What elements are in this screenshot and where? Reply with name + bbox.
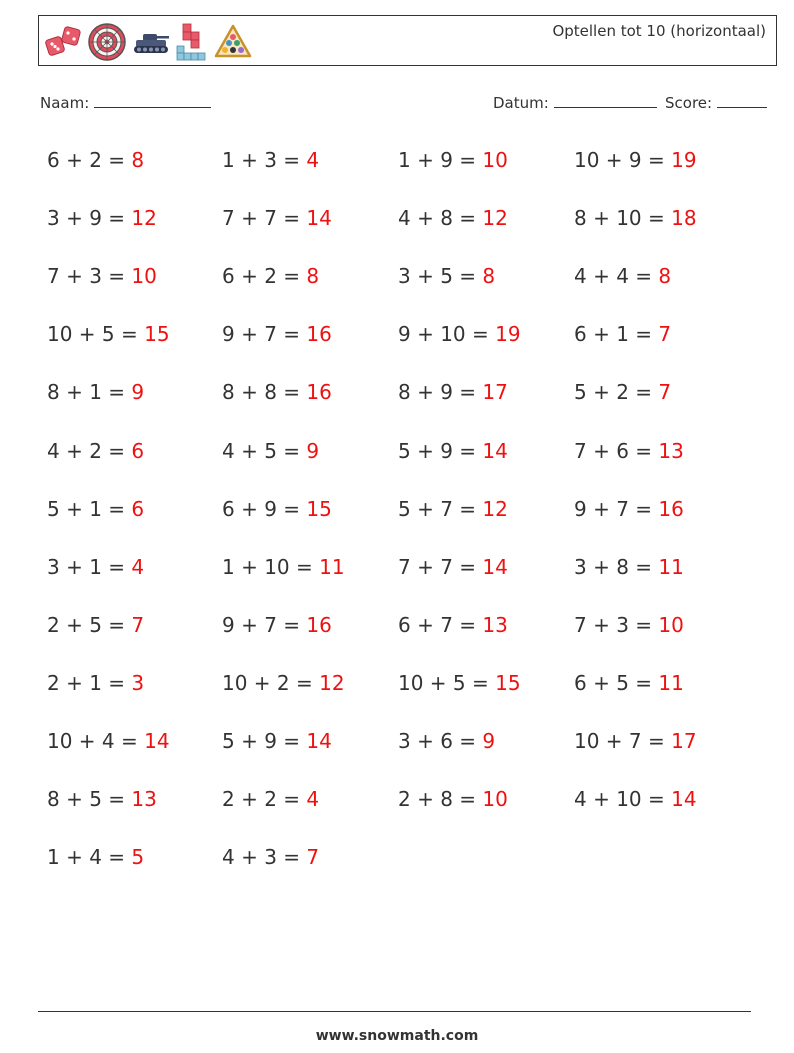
addition-problem — [398, 260, 495, 292]
problem-answer: 14 — [482, 555, 508, 579]
addition-problem — [47, 202, 157, 234]
date-blank-line — [554, 93, 657, 108]
problem-question: 3 + 8 = — [574, 555, 659, 579]
problem-answer: 7 — [658, 380, 672, 404]
problem-question: 3 + 1 = — [47, 555, 132, 579]
problem-question: 6 + 2 = — [47, 148, 132, 172]
problem-question: 1 + 4 = — [47, 845, 132, 869]
problem-answer: 16 — [306, 380, 332, 404]
addition-problem — [574, 551, 684, 583]
problem-question: 4 + 4 = — [574, 264, 659, 288]
problem-answer: 7 — [131, 613, 145, 637]
name-label: Naam: — [40, 94, 90, 112]
header-icons — [43, 21, 253, 63]
problem-question: 7 + 3 = — [574, 613, 659, 637]
problem-answer: 12 — [319, 671, 345, 695]
addition-problem — [398, 144, 508, 176]
problem-answer: 14 — [482, 439, 508, 463]
problem-question: 6 + 5 = — [574, 671, 659, 695]
problem-question: 9 + 10 = — [398, 322, 496, 346]
problem-question: 7 + 7 = — [222, 206, 307, 230]
problem-question: 10 + 9 = — [574, 148, 672, 172]
problem-answer: 13 — [131, 787, 157, 811]
problem-answer: 6 — [131, 497, 145, 521]
addition-problem — [574, 725, 697, 757]
addition-problem — [574, 783, 697, 815]
problem-answer: 10 — [658, 613, 684, 637]
problem-answer: 3 — [131, 671, 145, 695]
addition-problem — [398, 609, 508, 641]
addition-problem — [398, 435, 508, 467]
problem-question: 2 + 1 = — [47, 671, 132, 695]
problem-question: 4 + 8 = — [398, 206, 483, 230]
worksheet-title: Optellen tot 10 (horizontaal) — [552, 22, 766, 40]
addition-problem — [222, 725, 332, 757]
tetris-blocks-icon — [175, 22, 209, 62]
addition-problem — [574, 493, 684, 525]
problem-question: 4 + 3 = — [222, 845, 307, 869]
addition-problem — [47, 376, 144, 408]
addition-problem — [398, 725, 495, 757]
problem-answer: 9 — [306, 439, 320, 463]
addition-problem — [574, 144, 697, 176]
problem-question: 1 + 10 = — [222, 555, 320, 579]
addition-problem — [47, 609, 144, 641]
addition-problem — [574, 202, 697, 234]
addition-problem — [222, 318, 332, 350]
problem-question: 1 + 9 = — [398, 148, 483, 172]
problem-question: 9 + 7 = — [222, 613, 307, 637]
problem-answer: 14 — [671, 787, 697, 811]
addition-problem — [398, 376, 508, 408]
problem-answer: 16 — [306, 322, 332, 346]
addition-problem — [574, 609, 684, 641]
worksheet-header — [38, 15, 777, 66]
problem-question: 6 + 1 = — [574, 322, 659, 346]
problem-question: 9 + 7 = — [574, 497, 659, 521]
problem-question: 5 + 7 = — [398, 497, 483, 521]
problem-question: 10 + 5 = — [47, 322, 145, 346]
addition-problem — [574, 376, 671, 408]
name-field — [40, 93, 211, 112]
tank-icon — [131, 22, 171, 62]
problem-question: 9 + 7 = — [222, 322, 307, 346]
addition-problem — [574, 667, 684, 699]
problem-question: 4 + 10 = — [574, 787, 672, 811]
problem-question: 5 + 9 = — [222, 729, 307, 753]
addition-problem — [47, 493, 144, 525]
addition-problem — [222, 376, 332, 408]
addition-problem — [398, 318, 521, 350]
problem-question: 2 + 8 = — [398, 787, 483, 811]
problem-answer: 19 — [671, 148, 697, 172]
name-blank-line — [94, 93, 211, 108]
addition-problem — [222, 609, 332, 641]
problem-answer: 14 — [306, 729, 332, 753]
problem-answer: 4 — [306, 787, 320, 811]
problem-answer: 12 — [482, 497, 508, 521]
score-blank-line — [717, 93, 767, 108]
problem-question: 7 + 6 = — [574, 439, 659, 463]
addition-problem — [47, 841, 144, 873]
problem-answer: 10 — [482, 787, 508, 811]
problem-question: 6 + 7 = — [398, 613, 483, 637]
problem-question: 4 + 5 = — [222, 439, 307, 463]
problem-question: 3 + 9 = — [47, 206, 132, 230]
problem-answer: 16 — [658, 497, 684, 521]
problem-answer: 14 — [144, 729, 170, 753]
problem-question: 10 + 7 = — [574, 729, 672, 753]
addition-problem — [574, 260, 671, 292]
problem-answer: 15 — [144, 322, 170, 346]
problem-answer: 4 — [306, 148, 320, 172]
date-label: Datum: — [493, 94, 549, 112]
addition-problem — [398, 783, 508, 815]
problem-answer: 9 — [131, 380, 145, 404]
problem-question: 3 + 6 = — [398, 729, 483, 753]
problem-question: 10 + 2 = — [222, 671, 320, 695]
problem-answer: 8 — [306, 264, 320, 288]
problem-question: 7 + 7 = — [398, 555, 483, 579]
problem-answer: 15 — [495, 671, 521, 695]
problem-answer: 17 — [482, 380, 508, 404]
addition-problem — [222, 783, 319, 815]
problem-answer: 10 — [131, 264, 157, 288]
problem-question: 3 + 5 = — [398, 264, 483, 288]
problem-question: 4 + 2 = — [47, 439, 132, 463]
problem-question: 7 + 3 = — [47, 264, 132, 288]
billiard-rack-icon — [213, 22, 253, 62]
score-label: Score: — [665, 94, 713, 112]
dartboard-icon — [87, 22, 127, 62]
problem-question: 8 + 8 = — [222, 380, 307, 404]
problem-answer: 19 — [495, 322, 521, 346]
addition-problem — [222, 667, 345, 699]
addition-problem — [398, 667, 521, 699]
problem-question: 5 + 1 = — [47, 497, 132, 521]
addition-problem — [47, 318, 170, 350]
problem-answer: 11 — [658, 555, 684, 579]
problem-question: 2 + 2 = — [222, 787, 307, 811]
addition-problem — [47, 667, 144, 699]
footer-website: www.snowmath.com — [315, 1028, 479, 1044]
problem-answer: 7 — [306, 845, 320, 869]
problem-answer: 7 — [658, 322, 672, 346]
addition-problem — [47, 551, 144, 583]
problem-question: 8 + 10 = — [574, 206, 672, 230]
footer-divider — [38, 1011, 751, 1012]
problem-answer: 14 — [306, 206, 332, 230]
problem-question: 8 + 1 = — [47, 380, 132, 404]
addition-problem — [222, 551, 345, 583]
problem-answer: 12 — [482, 206, 508, 230]
addition-problem — [398, 551, 508, 583]
problem-question: 8 + 9 = — [398, 380, 483, 404]
problem-answer: 17 — [671, 729, 697, 753]
problem-answer: 8 — [482, 264, 496, 288]
problem-question: 10 + 5 = — [398, 671, 496, 695]
problem-answer: 12 — [131, 206, 157, 230]
problem-answer: 13 — [658, 439, 684, 463]
addition-problem — [222, 493, 332, 525]
problem-answer: 18 — [671, 206, 697, 230]
addition-problem — [222, 202, 332, 234]
addition-problem — [222, 841, 319, 873]
problem-answer: 8 — [131, 148, 145, 172]
addition-problem — [222, 435, 319, 467]
problem-answer: 8 — [658, 264, 672, 288]
problem-answer: 9 — [482, 729, 496, 753]
addition-problem — [47, 725, 170, 757]
problem-answer: 5 — [131, 845, 145, 869]
addition-problem — [47, 144, 144, 176]
addition-problem — [574, 318, 671, 350]
problem-answer: 4 — [131, 555, 145, 579]
addition-problem — [47, 260, 157, 292]
problem-question: 1 + 3 = — [222, 148, 307, 172]
addition-problem — [222, 260, 319, 292]
problem-answer: 11 — [658, 671, 684, 695]
score-field — [665, 93, 767, 112]
addition-problem — [574, 435, 684, 467]
problem-question: 10 + 4 = — [47, 729, 145, 753]
problem-question: 2 + 5 = — [47, 613, 132, 637]
dice-icon — [43, 22, 83, 62]
problem-answer: 6 — [131, 439, 145, 463]
problem-question: 8 + 5 = — [47, 787, 132, 811]
problem-question: 6 + 2 = — [222, 264, 307, 288]
problem-question: 6 + 9 = — [222, 497, 307, 521]
addition-problem — [398, 202, 508, 234]
problem-question: 5 + 2 = — [574, 380, 659, 404]
addition-problem — [222, 144, 319, 176]
problem-answer: 10 — [482, 148, 508, 172]
date-field — [493, 93, 657, 112]
problem-question: 5 + 9 = — [398, 439, 483, 463]
problem-answer: 11 — [319, 555, 345, 579]
addition-problem — [47, 435, 144, 467]
addition-problem — [398, 493, 508, 525]
problem-answer: 16 — [306, 613, 332, 637]
addition-problem — [47, 783, 157, 815]
problem-answer: 15 — [306, 497, 332, 521]
problem-answer: 13 — [482, 613, 508, 637]
